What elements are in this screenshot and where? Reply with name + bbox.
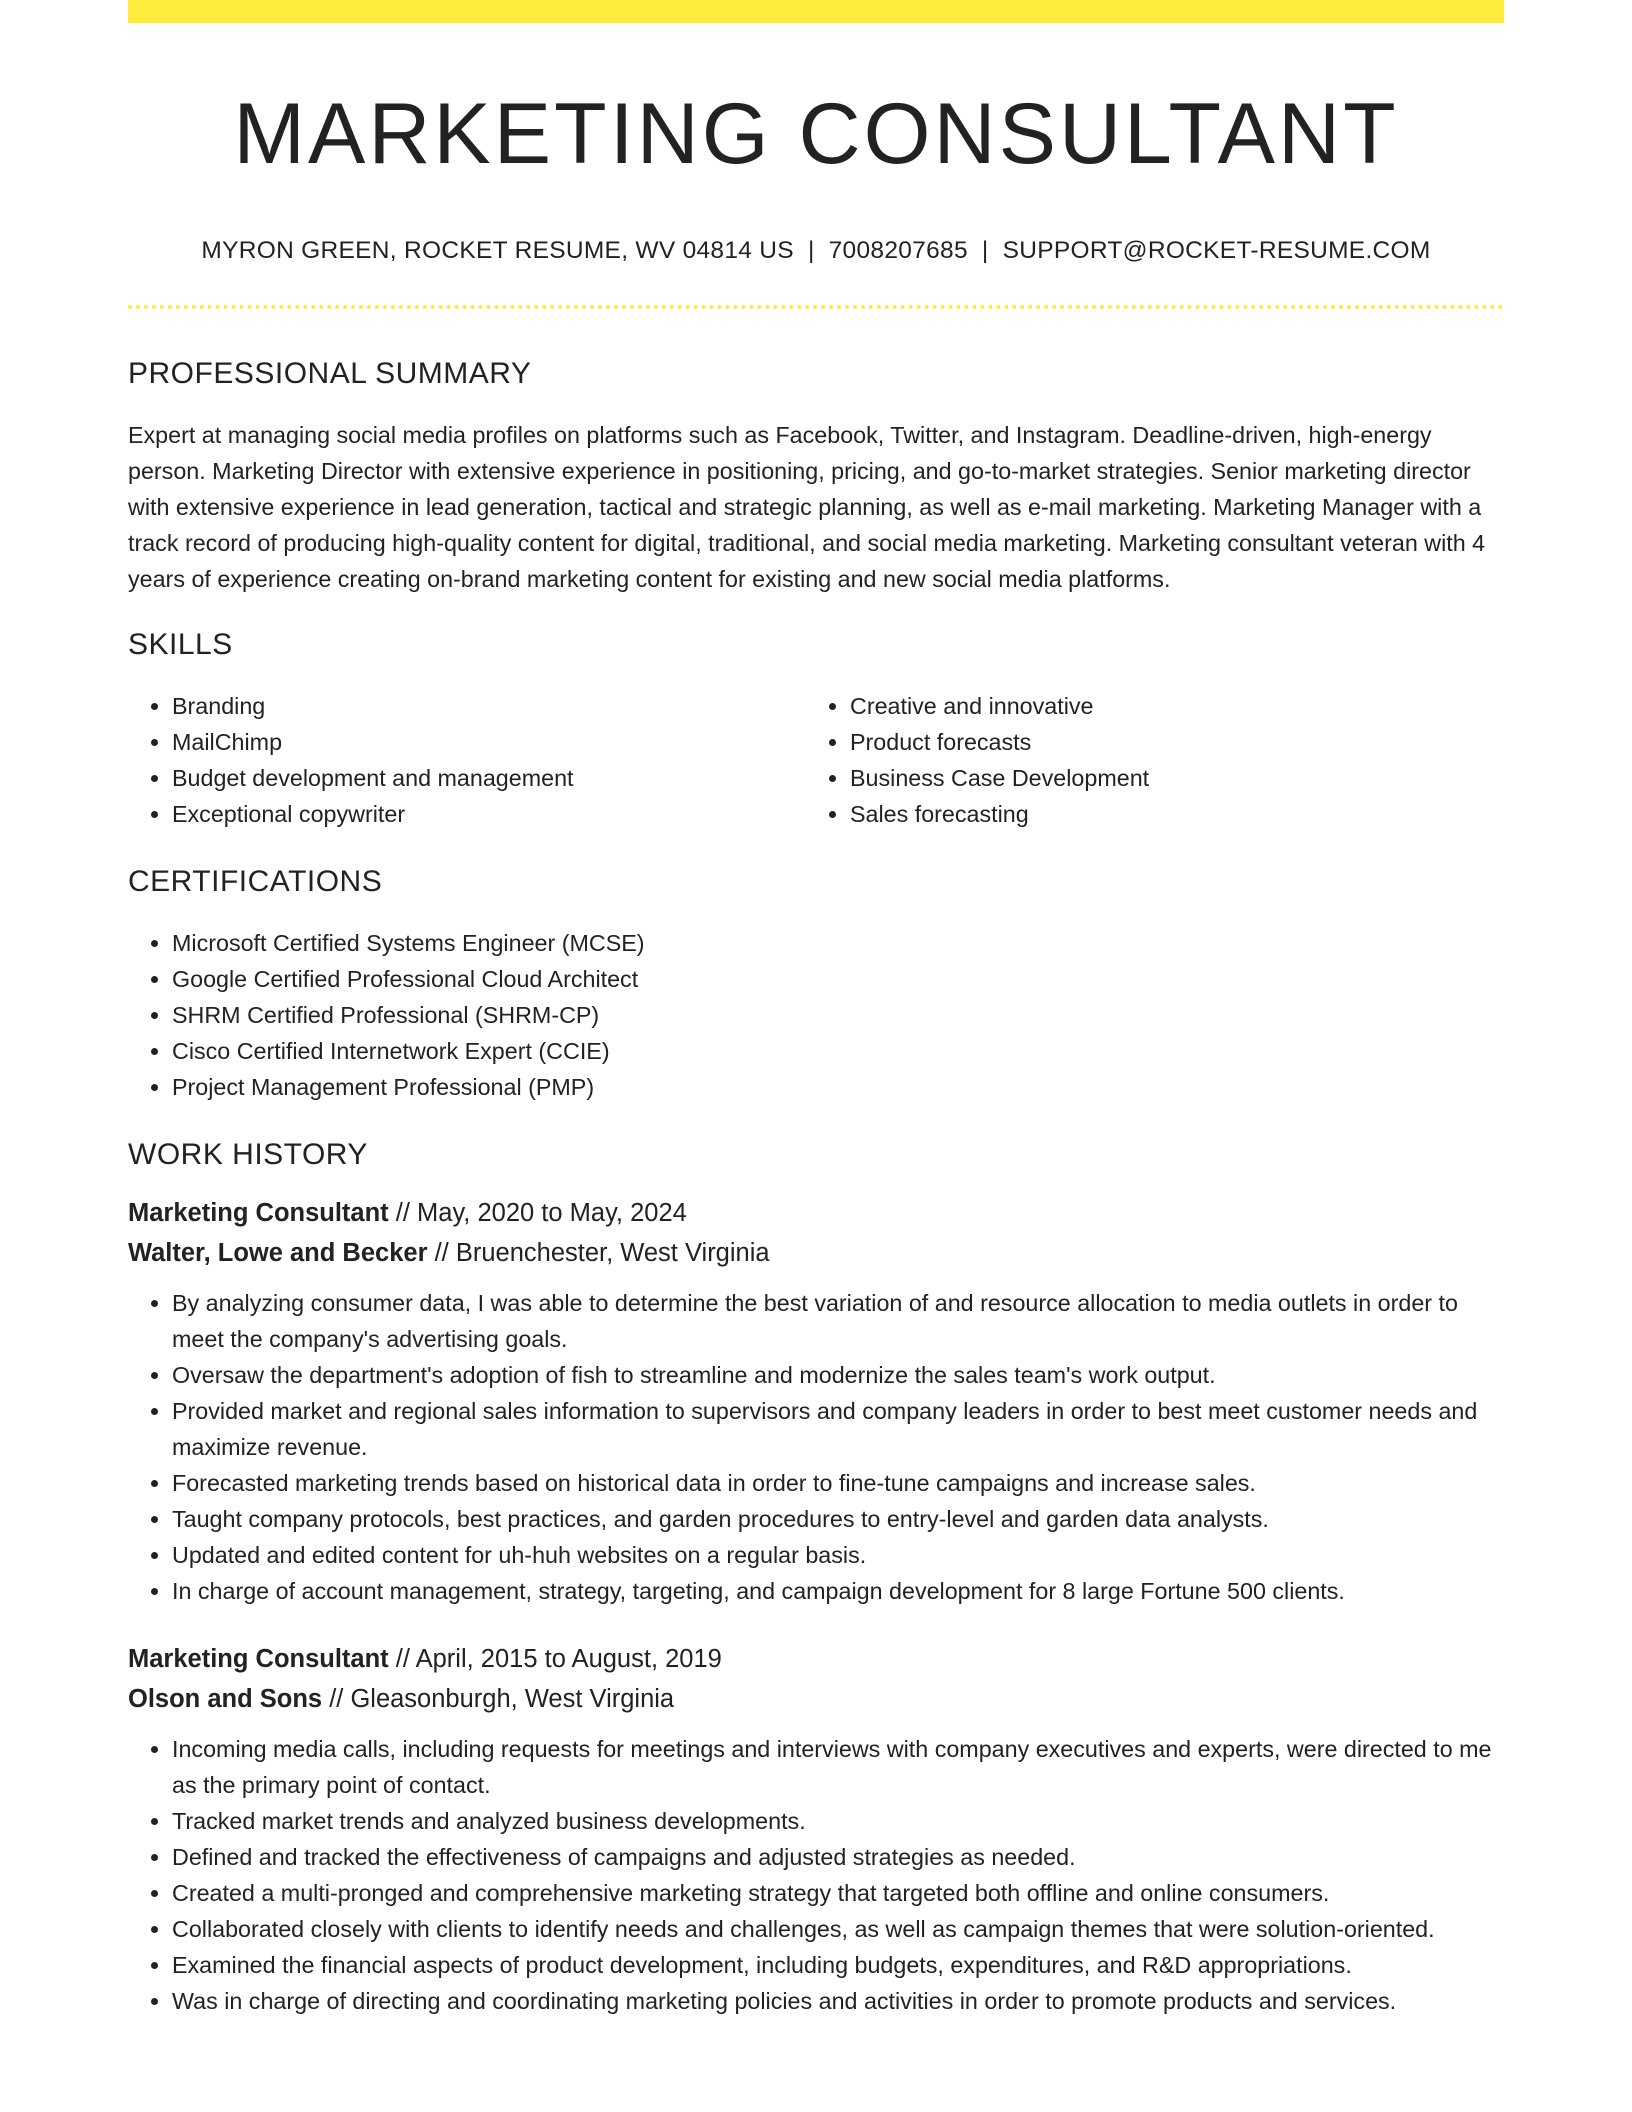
skills-column-right: [806, 688, 1484, 832]
job-title-line: [128, 1193, 1504, 1233]
job-bullet-list: [128, 1731, 1504, 2019]
job-entry: [128, 1639, 1504, 2019]
resume-title: MARKETING CONSULTANT: [233, 86, 1399, 182]
job-bullet: • Created a multi-pronged and comprehensive marketing strategy that targeted both offline and online consumers.: [172, 1875, 1504, 1911]
certifications-list: [128, 925, 1504, 1105]
job-bullet: • Taught company protocols, best practices, and garden procedures to entry-level and garden data analysts.: [172, 1501, 1504, 1537]
summary-text: Expert at managing social media profiles on platforms such as Facebook, Twitter, and Instagram. Deadline-driven, high-energy person. Marketing Director with extensive experience in positioning, pricing, and go-to-market strategies. Senior marketing director with extensive experience in lead generation, tactical and strategic planning, as well as e-mail marketing. Marketing Manager with a track record of producing high-quality content for digital, traditional, and social media marketing. Marketing consultant veteran with 4 years of experience creating on-brand marketing content for existing and new social media platforms.: [128, 422, 1486, 593]
job-company: Olson and Sons: [128, 1685, 323, 1714]
skill-item: • Creative and innovative: [850, 688, 1484, 724]
contact-phone: 7008207685: [828, 237, 968, 265]
job-company-line: [128, 1233, 1504, 1273]
certification-item: • Google Certified Professional Cloud Architect: [172, 961, 1504, 997]
contact-line: [128, 237, 1504, 265]
job-bullet: • Collaborated closely with clients to identify needs and challenges, as well as campaign themes that were solution-oriented.: [172, 1911, 1504, 1947]
job-bullet: • Tracked market trends and analyzed business developments.: [172, 1803, 1504, 1839]
skills-columns: [128, 688, 1504, 832]
certification-item: • Cisco Certified Internetwork Expert (CCIE): [172, 1033, 1504, 1069]
job-title: Marketing Consultant: [128, 1645, 389, 1674]
job-bullet: • Defined and tracked the effectiveness of campaigns and adjusted strategies as needed.: [172, 1839, 1504, 1875]
contact-separator: |: [981, 237, 989, 265]
skill-item: • MailChimp: [172, 724, 806, 760]
job-bullet: • Oversaw the department's adoption of fish to streamline and modernize the sales team's work output.: [172, 1357, 1504, 1393]
job-title-line: [128, 1639, 1504, 1679]
job-bullet: • Examined the financial aspects of product development, including budgets, expenditures, and R&D appropriations.: [172, 1947, 1504, 1983]
skills-list-right: [806, 688, 1484, 832]
job-dates: // April, 2015 to August, 2019: [388, 1645, 722, 1674]
accent-top-bar: [128, 0, 1504, 23]
contact-separator: |: [807, 237, 815, 265]
job-title: Marketing Consultant: [128, 1199, 389, 1228]
job-bullet: • Forecasted marketing trends based on historical data in order to fine-tune campaigns and increase sales.: [172, 1465, 1504, 1501]
job-location: // Bruenchester, West Virginia: [427, 1239, 770, 1268]
job-bullet: • Was in charge of directing and coordinating marketing policies and activities in order to promote products and services.: [172, 1983, 1504, 2019]
skill-item: • Business Case Development: [850, 760, 1484, 796]
skills-list-left: [128, 688, 806, 832]
work-history-section: [128, 1137, 1504, 2019]
job-bullet-list: [128, 1285, 1504, 1609]
skill-item: • Branding: [172, 688, 806, 724]
work-history-heading: WORK HISTORY: [128, 1138, 368, 1172]
job-company: Walter, Lowe and Becker: [128, 1239, 428, 1268]
resume-page: [128, 0, 1504, 2019]
job-bullet: • Provided market and regional sales information to supervisors and company leaders in order to best meet customer needs and maximize revenue.: [172, 1393, 1504, 1465]
skills-section: [128, 627, 1504, 832]
certifications-section: [128, 864, 1504, 1105]
job-bullet: • In charge of account management, strategy, targeting, and campaign development for 8 large Fortune 500 clients.: [172, 1573, 1504, 1609]
skill-item: • Product forecasts: [850, 724, 1484, 760]
job-location: // Gleasonburgh, West Virginia: [322, 1685, 675, 1714]
dotted-divider: [128, 305, 1504, 309]
certification-item: • SHRM Certified Professional (SHRM-CP): [172, 997, 1504, 1033]
skills-column-left: [128, 688, 806, 832]
job-bullet: • Incoming media calls, including requests for meetings and interviews with company executives and experts, were directed to me as the primary point of contact.: [172, 1731, 1504, 1803]
skills-heading: SKILLS: [128, 628, 233, 662]
contact-email: SUPPORT@ROCKET-RESUME.COM: [1002, 237, 1431, 265]
job-company-line: [128, 1679, 1504, 1719]
certifications-heading: CERTIFICATIONS: [128, 865, 383, 899]
certification-item: • Project Management Professional (PMP): [172, 1069, 1504, 1105]
skill-item: • Exceptional copywriter: [172, 796, 806, 832]
contact-address: MYRON GREEN, ROCKET RESUME, WV 04814 US: [201, 237, 794, 265]
job-bullet: • Updated and edited content for uh-huh websites on a regular basis.: [172, 1537, 1504, 1573]
certification-item: • Microsoft Certified Systems Engineer (MCSE): [172, 925, 1504, 961]
job-entry: [128, 1193, 1504, 1609]
job-bullet: • By analyzing consumer data, I was able to determine the best variation of and resource allocation to media outlets in order to meet the company's advertising goals.: [172, 1285, 1504, 1357]
skill-item: • Budget development and management: [172, 760, 806, 796]
summary-heading: PROFESSIONAL SUMMARY: [128, 357, 532, 391]
job-dates: // May, 2020 to May, 2024: [388, 1199, 687, 1228]
summary-section: [128, 356, 1504, 597]
skill-item: • Sales forecasting: [850, 796, 1484, 832]
